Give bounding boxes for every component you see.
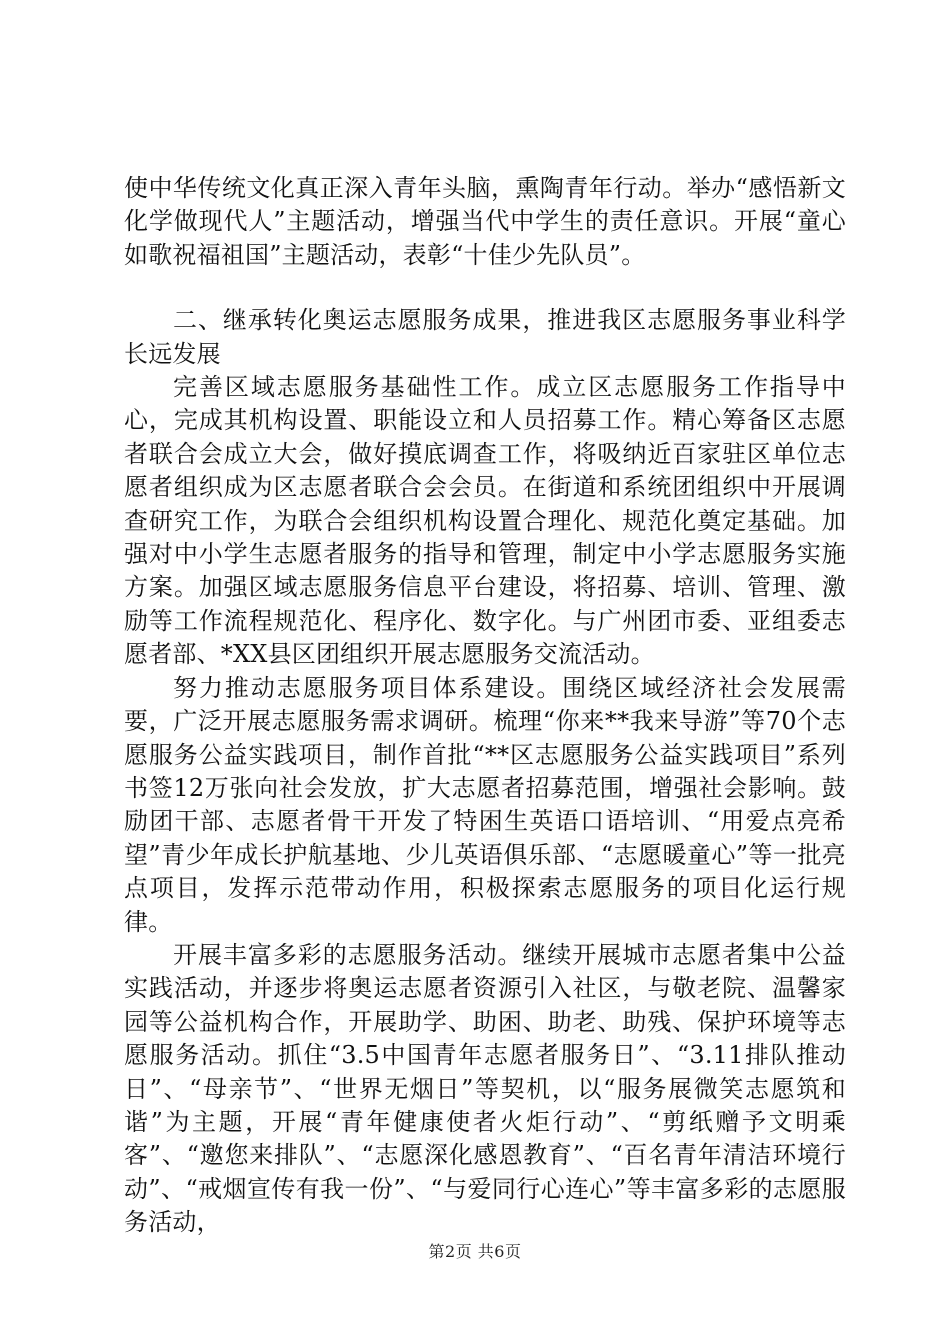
paragraph-activities: 开展丰富多彩的志愿服务活动。继续开展城市志愿者集中公益实践活动，并逐步将奥运志愿者资源引入社区，与敬老院、温馨家园等公益机构合作，开展助学、助困、助老、助残、保护环境等志愿服务活动。抓住“3.5中国青年志愿者服务日”、“3.11排队推动日”、“母亲节”、“世界无烟日”等契机，以“服务展微笑志愿筑和谐”为主题，开展“青年健康使者火炬行动”、“剪纸赠予文明乘客”、“邀您来排队”、“志愿深化感恩教育”、“百名青年清洁环境行动”、“戒烟宣传有我一份”、“与爱同行心连心”等丰富多彩的志愿服务活动，	[124, 940, 846, 1237]
paragraph-project-system: 努力推动志愿服务项目体系建设。围绕区域经济社会发展需要，广泛开展志愿服务需求调研。梳理“你来**我来导游”等70个志愿服务公益实践项目，制作首批“**区志愿服务公益实践项目”系列书签12万张向社会发放，扩大志愿者招募范围，增强社会影响。鼓励团干部、志愿者骨干开发了特困生英语口语培训、“用爱点亮希望”青少年成长护航基地、少儿英语俱乐部、“志愿暖童心”等一批亮点项目，发挥示范带动作用，积极探索志愿服务的项目化运行规律。	[124, 673, 846, 936]
paragraph-continuation: 使中华传统文化真正深入青年头脑，熏陶青年行动。举办“感悟新文化学做现代人”主题活动，增强当代中学生的责任意识。开展“童心如歌祝福祖国”主题活动，表彰“十佳少先队员”。	[124, 174, 846, 269]
page-number-footer: 第2页 共6页	[428, 1242, 522, 1261]
document-body	[124, 172, 846, 1240]
paragraph-infrastructure: 完善区域志愿服务基础性工作。成立区志愿服务工作指导中心，完成其机构设置、职能设立和人员招募工作。精心筹备区志愿者联合会成立大会，做好摸底调查工作，将吸纳近百家驻区单位志愿者组织成为区志愿者联合会会员。在街道和系统团组织中开展调查研究工作，为联合会组织机构设置合理化、规范化奠定基础。加强对中小学生志愿者服务的指导和管理，制定中小学志愿服务实施方案。加强区域志愿服务信息平台建设，将招募、培训、管理、激励等工作流程规范化、程序化、数字化。与广州团市委、亚组委志愿者部、*XX县区团组织开展志愿服务交流活动。	[124, 373, 846, 669]
section-heading: 二、继承转化奥运志愿服务成果，推进我区志愿服务事业科学长远发展	[124, 306, 846, 368]
